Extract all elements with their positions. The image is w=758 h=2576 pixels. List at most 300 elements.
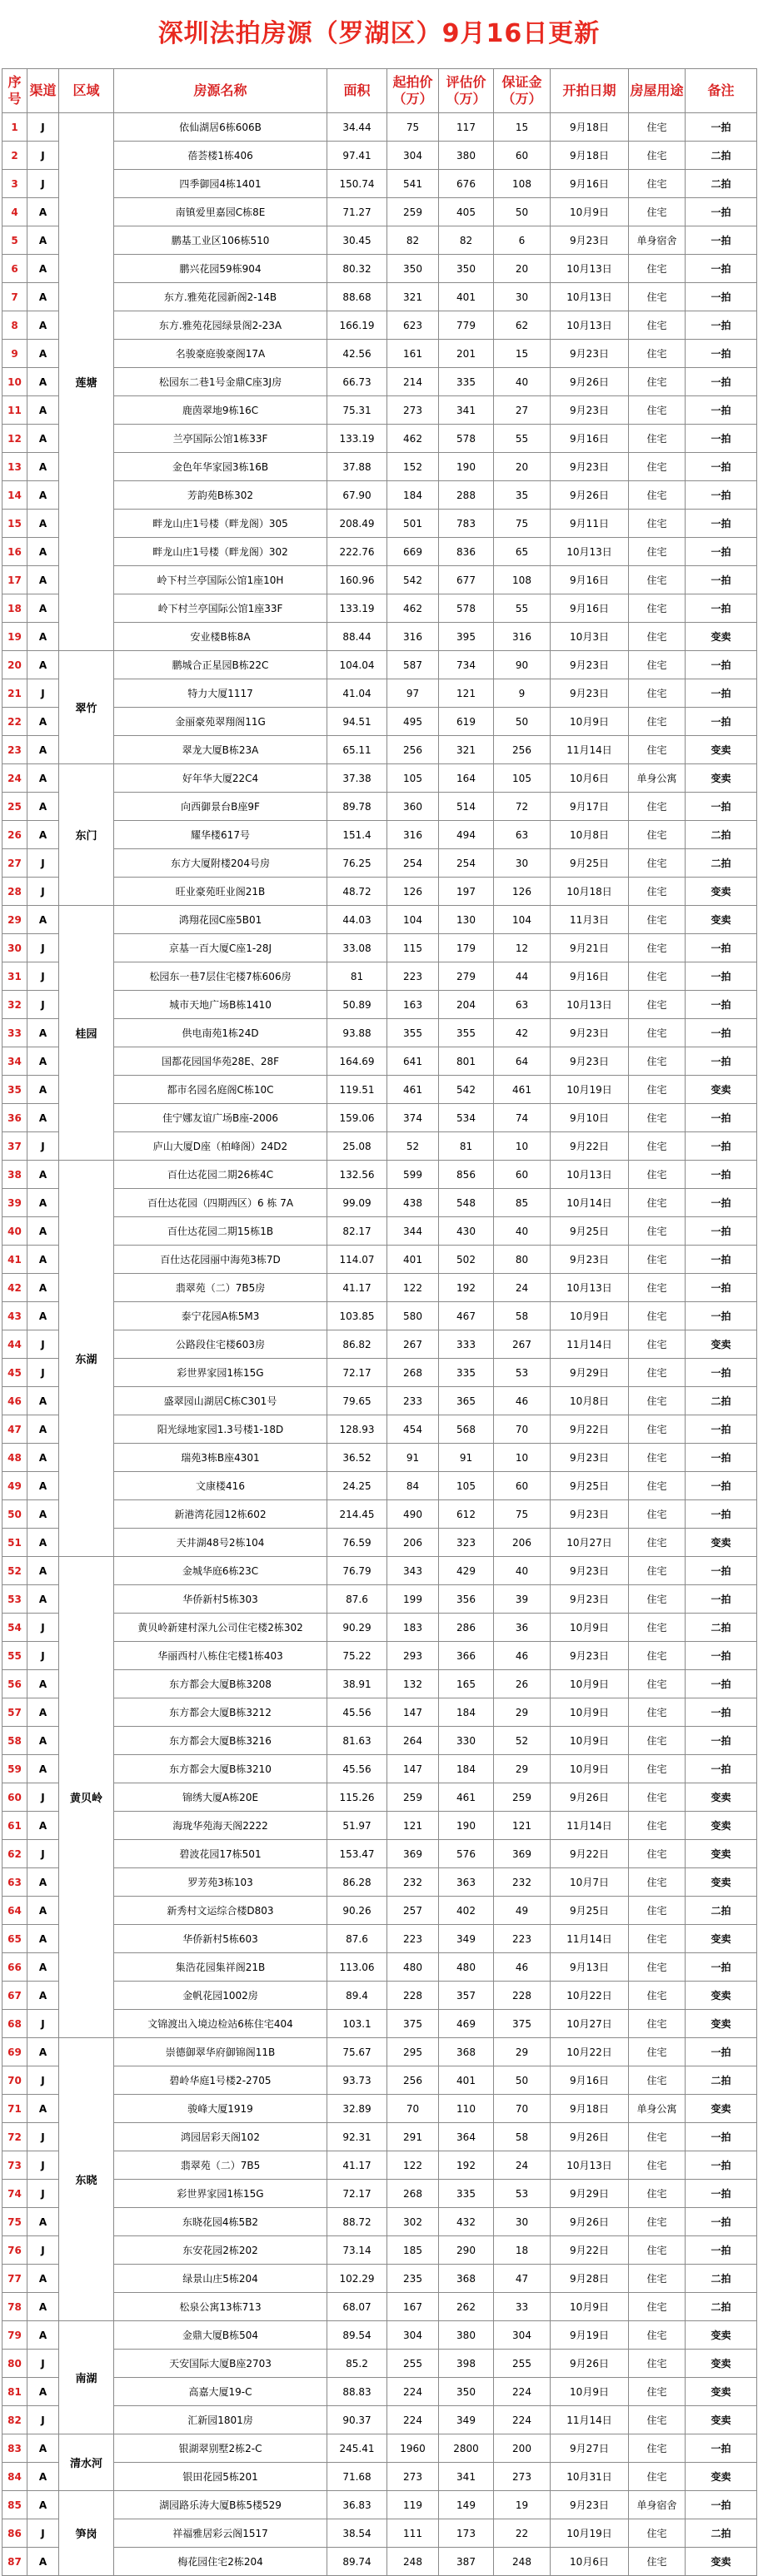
row-remark: 一拍 xyxy=(686,2038,757,2066)
row-usage: 住宅 xyxy=(629,1925,686,1953)
row-remark: 一拍 xyxy=(686,396,757,425)
row-remark: 一拍 xyxy=(686,226,757,255)
row-deposit: 53 xyxy=(494,2180,551,2208)
table-row xyxy=(2,991,757,1019)
row-floor-area: 90.26 xyxy=(327,1897,387,1925)
row-index: 72 xyxy=(2,2123,27,2151)
row-deposit: 29 xyxy=(494,1698,551,1727)
row-starting-price: 75 xyxy=(387,113,439,142)
row-auction-date: 9月23日 xyxy=(551,453,629,481)
row-channel: J xyxy=(27,1642,59,1670)
row-appraised-price: 380 xyxy=(439,2321,494,2350)
row-appraised-price: 165 xyxy=(439,1670,494,1698)
row-auction-date: 10月13日 xyxy=(551,538,629,566)
row-channel: A xyxy=(27,1897,59,1925)
table-row xyxy=(2,425,757,453)
row-appraised-price: 323 xyxy=(439,1529,494,1557)
row-starting-price: 214 xyxy=(387,368,439,396)
row-appraised-price: 548 xyxy=(439,1189,494,1217)
row-appraised-price: 333 xyxy=(439,1330,494,1359)
row-usage: 住宅 xyxy=(629,1698,686,1727)
row-appraised-price: 81 xyxy=(439,1132,494,1161)
row-property-name: 鹿茵翠地9栋16C xyxy=(114,396,327,425)
row-starting-price: 369 xyxy=(387,1840,439,1868)
row-floor-area: 88.72 xyxy=(327,2208,387,2236)
row-index: 52 xyxy=(2,1557,27,1585)
row-floor-area: 159.06 xyxy=(327,1104,387,1132)
row-property-name: 东方.雅苑花园绿景阁2-23A xyxy=(114,311,327,340)
row-remark: 变卖 xyxy=(686,2463,757,2491)
row-auction-date: 10月19日 xyxy=(551,2519,629,2548)
row-channel: A xyxy=(27,1698,59,1727)
row-deposit: 58 xyxy=(494,2123,551,2151)
row-usage: 住宅 xyxy=(629,708,686,736)
row-deposit: 20 xyxy=(494,453,551,481)
row-remark: 变卖 xyxy=(686,1783,757,1812)
table-row xyxy=(2,2180,757,2208)
row-property-name: 鸿翔花园C座5B01 xyxy=(114,906,327,934)
row-deposit: 105 xyxy=(494,764,551,793)
row-appraised-price: 534 xyxy=(439,1104,494,1132)
table-row xyxy=(2,1529,757,1557)
row-appraised-price: 368 xyxy=(439,2265,494,2293)
row-property-name: 翠龙大厦B栋23A xyxy=(114,736,327,764)
row-usage: 住宅 xyxy=(629,1274,686,1302)
row-channel: J xyxy=(27,1783,59,1812)
row-floor-area: 37.88 xyxy=(327,453,387,481)
row-appraised-price: 110 xyxy=(439,2095,494,2123)
row-channel: A xyxy=(27,2434,59,2463)
row-floor-area: 37.38 xyxy=(327,764,387,793)
row-auction-date: 9月25日 xyxy=(551,1472,629,1500)
row-usage: 住宅 xyxy=(629,2378,686,2406)
row-usage: 住宅 xyxy=(629,2519,686,2548)
row-deposit: 65 xyxy=(494,538,551,566)
row-floor-area: 164.69 xyxy=(327,1047,387,1076)
row-index: 3 xyxy=(2,170,27,198)
row-remark: 二拍 xyxy=(686,170,757,198)
row-starting-price: 454 xyxy=(387,1415,439,1444)
row-deposit: 223 xyxy=(494,1925,551,1953)
row-channel: J xyxy=(27,962,59,991)
row-index: 68 xyxy=(2,2010,27,2038)
row-index: 66 xyxy=(2,1953,27,1982)
row-channel: J xyxy=(27,878,59,906)
table-row xyxy=(2,1330,757,1359)
row-starting-price: 257 xyxy=(387,1897,439,1925)
row-appraised-price: 349 xyxy=(439,1925,494,1953)
row-index: 30 xyxy=(2,934,27,962)
table-row xyxy=(2,2293,757,2321)
row-floor-area: 67.90 xyxy=(327,481,387,510)
row-floor-area: 36.52 xyxy=(327,1444,387,1472)
row-deposit: 39 xyxy=(494,1585,551,1614)
row-floor-area: 30.45 xyxy=(327,226,387,255)
row-appraised-price: 366 xyxy=(439,1642,494,1670)
row-starting-price: 480 xyxy=(387,1953,439,1982)
area-cell: 笋岗 xyxy=(59,2491,114,2576)
table-row xyxy=(2,1840,757,1868)
row-auction-date: 10月31日 xyxy=(551,2463,629,2491)
row-starting-price: 223 xyxy=(387,962,439,991)
row-property-name: 文锦渡出入境边检站6栋住宅404 xyxy=(114,2010,327,2038)
row-appraised-price: 117 xyxy=(439,113,494,142)
row-auction-date: 10月19日 xyxy=(551,1076,629,1104)
table-row xyxy=(2,1161,757,1189)
row-deposit: 259 xyxy=(494,1783,551,1812)
row-auction-date: 9月23日 xyxy=(551,1444,629,1472)
row-deposit: 64 xyxy=(494,1047,551,1076)
page-title: 深圳法拍房源（罗湖区）9月16日更新 xyxy=(157,19,601,48)
row-index: 64 xyxy=(2,1897,27,1925)
row-property-name: 罗芳苑3栋103 xyxy=(114,1868,327,1897)
row-property-name: 鹏城合正星园B栋22C xyxy=(114,651,327,679)
row-floor-area: 208.49 xyxy=(327,510,387,538)
row-remark: 一拍 xyxy=(686,1953,757,1982)
row-index: 9 xyxy=(2,340,27,368)
row-auction-date: 10月13日 xyxy=(551,283,629,311)
row-index: 79 xyxy=(2,2321,27,2350)
row-appraised-price: 355 xyxy=(439,1019,494,1047)
row-usage: 住宅 xyxy=(629,2265,686,2293)
row-usage: 住宅 xyxy=(629,679,686,708)
row-property-name: 东方都会大厦B栋3210 xyxy=(114,1755,327,1783)
row-floor-area: 86.28 xyxy=(327,1868,387,1897)
row-usage: 住宅 xyxy=(629,2350,686,2378)
table-row xyxy=(2,226,757,255)
row-remark: 变卖 xyxy=(686,2350,757,2378)
row-starting-price: 228 xyxy=(387,1982,439,2010)
table-row xyxy=(2,2038,757,2066)
row-starting-price: 268 xyxy=(387,1359,439,1387)
header-remark: 备注 xyxy=(686,69,757,113)
row-property-name: 松泉公寓13栋713 xyxy=(114,2293,327,2321)
row-channel: A xyxy=(27,1076,59,1104)
row-floor-area: 166.19 xyxy=(327,311,387,340)
row-index: 65 xyxy=(2,1925,27,1953)
row-starting-price: 375 xyxy=(387,2010,439,2038)
row-property-name: 畔龙山庄1号楼（畔龙阁）305 xyxy=(114,510,327,538)
row-remark: 变卖 xyxy=(686,878,757,906)
row-channel: A xyxy=(27,340,59,368)
row-starting-price: 70 xyxy=(387,2095,439,2123)
row-floor-area: 88.68 xyxy=(327,283,387,311)
row-usage: 住宅 xyxy=(629,1132,686,1161)
row-floor-area: 41.04 xyxy=(327,679,387,708)
table-row xyxy=(2,1076,757,1104)
row-property-name: 锦绣大厦A栋20E xyxy=(114,1783,327,1812)
row-appraised-price: 363 xyxy=(439,1868,494,1897)
row-auction-date: 9月22日 xyxy=(551,1132,629,1161)
row-deposit: 22 xyxy=(494,2519,551,2548)
row-auction-date: 9月22日 xyxy=(551,2236,629,2265)
row-deposit: 50 xyxy=(494,708,551,736)
row-appraised-price: 461 xyxy=(439,1783,494,1812)
row-auction-date: 9月26日 xyxy=(551,2208,629,2236)
row-appraised-price: 349 xyxy=(439,2406,494,2434)
row-remark: 二拍 xyxy=(686,1897,757,1925)
row-property-name: 碧岭华庭1号楼2-2705 xyxy=(114,2066,327,2095)
table-row xyxy=(2,538,757,566)
row-channel: A xyxy=(27,1585,59,1614)
row-property-name: 瑞苑3栋B座4301 xyxy=(114,1444,327,1472)
row-usage: 住宅 xyxy=(629,1727,686,1755)
row-starting-price: 122 xyxy=(387,1274,439,1302)
row-index: 57 xyxy=(2,1698,27,1727)
row-channel: J xyxy=(27,170,59,198)
row-property-name: 特力大厦1117 xyxy=(114,679,327,708)
row-starting-price: 122 xyxy=(387,2151,439,2180)
row-remark: 变卖 xyxy=(686,1529,757,1557)
row-floor-area: 38.54 xyxy=(327,2519,387,2548)
row-index: 10 xyxy=(2,368,27,396)
row-index: 17 xyxy=(2,566,27,594)
row-usage: 住宅 xyxy=(629,594,686,623)
table-row xyxy=(2,2350,757,2378)
row-starting-price: 183 xyxy=(387,1614,439,1642)
row-auction-date: 10月6日 xyxy=(551,764,629,793)
listing-table xyxy=(2,68,757,2576)
row-channel: A xyxy=(27,226,59,255)
row-index: 31 xyxy=(2,962,27,991)
row-floor-area: 82.17 xyxy=(327,1217,387,1246)
row-appraised-price: 429 xyxy=(439,1557,494,1585)
row-usage: 住宅 xyxy=(629,1444,686,1472)
row-index: 80 xyxy=(2,2350,27,2378)
row-deposit: 26 xyxy=(494,1670,551,1698)
row-starting-price: 126 xyxy=(387,878,439,906)
row-index: 40 xyxy=(2,1217,27,1246)
row-usage: 住宅 xyxy=(629,1500,686,1529)
row-floor-area: 34.44 xyxy=(327,113,387,142)
row-deposit: 273 xyxy=(494,2463,551,2491)
row-deposit: 40 xyxy=(494,1557,551,1585)
row-auction-date: 11月14日 xyxy=(551,1330,629,1359)
row-starting-price: 259 xyxy=(387,1783,439,1812)
row-floor-area: 65.11 xyxy=(327,736,387,764)
row-appraised-price: 432 xyxy=(439,2208,494,2236)
row-deposit: 40 xyxy=(494,368,551,396)
row-floor-area: 103.1 xyxy=(327,2010,387,2038)
row-remark: 一拍 xyxy=(686,1500,757,1529)
row-property-name: 新港湾花园12栋602 xyxy=(114,1500,327,1529)
row-channel: J xyxy=(27,2151,59,2180)
row-usage: 住宅 xyxy=(629,1614,686,1642)
table-row xyxy=(2,1982,757,2010)
row-floor-area: 222.76 xyxy=(327,538,387,566)
row-appraised-price: 335 xyxy=(439,368,494,396)
row-deposit: 104 xyxy=(494,906,551,934)
row-property-name: 好年华大厦22C4 xyxy=(114,764,327,793)
table-row xyxy=(2,2321,757,2350)
row-deposit: 27 xyxy=(494,396,551,425)
row-remark: 二拍 xyxy=(686,2519,757,2548)
row-remark: 二拍 xyxy=(686,142,757,170)
row-channel: J xyxy=(27,934,59,962)
row-appraised-price: 734 xyxy=(439,651,494,679)
row-remark: 二拍 xyxy=(686,2265,757,2293)
table-row xyxy=(2,2434,757,2463)
row-remark: 一拍 xyxy=(686,255,757,283)
row-floor-area: 133.19 xyxy=(327,594,387,623)
row-property-name: 鹏基工业区106栋510 xyxy=(114,226,327,255)
row-floor-area: 160.96 xyxy=(327,566,387,594)
row-remark: 变卖 xyxy=(686,764,757,793)
row-property-name: 东方都会大厦B栋3208 xyxy=(114,1670,327,1698)
row-floor-area: 115.26 xyxy=(327,1783,387,1812)
row-auction-date: 9月26日 xyxy=(551,2350,629,2378)
row-deposit: 74 xyxy=(494,1104,551,1132)
row-index: 49 xyxy=(2,1472,27,1500)
row-usage: 住宅 xyxy=(629,878,686,906)
row-property-name: 翡翠苑（二）7B5 xyxy=(114,2151,327,2180)
row-property-name: 鸿园居彩天阁102 xyxy=(114,2123,327,2151)
row-channel: A xyxy=(27,1925,59,1953)
row-starting-price: 355 xyxy=(387,1019,439,1047)
row-auction-date: 9月11日 xyxy=(551,510,629,538)
row-remark: 一拍 xyxy=(686,2123,757,2151)
table-row xyxy=(2,906,757,934)
header-deposit: 保证金（万） xyxy=(494,69,551,113)
row-floor-area: 48.72 xyxy=(327,878,387,906)
row-auction-date: 11月14日 xyxy=(551,1812,629,1840)
header-index: 序号 xyxy=(2,69,27,113)
row-starting-price: 224 xyxy=(387,2406,439,2434)
row-usage: 单身公寓 xyxy=(629,2095,686,2123)
row-index: 74 xyxy=(2,2180,27,2208)
row-remark: 一拍 xyxy=(686,1415,757,1444)
row-deposit: 255 xyxy=(494,2350,551,2378)
row-floor-area: 94.51 xyxy=(327,708,387,736)
row-usage: 住宅 xyxy=(629,849,686,878)
row-floor-area: 41.17 xyxy=(327,2151,387,2180)
row-remark: 一拍 xyxy=(686,934,757,962)
row-floor-area: 103.85 xyxy=(327,1302,387,1330)
row-index: 4 xyxy=(2,198,27,226)
row-appraised-price: 286 xyxy=(439,1614,494,1642)
table-row xyxy=(2,368,757,396)
row-starting-price: 235 xyxy=(387,2265,439,2293)
row-channel: J xyxy=(27,113,59,142)
row-starting-price: 501 xyxy=(387,510,439,538)
row-auction-date: 10月18日 xyxy=(551,878,629,906)
row-deposit: 369 xyxy=(494,1840,551,1868)
row-deposit: 70 xyxy=(494,1415,551,1444)
row-remark: 一拍 xyxy=(686,425,757,453)
row-usage: 住宅 xyxy=(629,2151,686,2180)
area-cell: 清水河 xyxy=(59,2434,114,2491)
row-floor-area: 153.47 xyxy=(327,1840,387,1868)
row-property-name: 湖园路乐涛大厦B栋5楼529 xyxy=(114,2491,327,2519)
row-auction-date: 10月22日 xyxy=(551,1982,629,2010)
row-index: 69 xyxy=(2,2038,27,2066)
row-appraised-price: 467 xyxy=(439,1302,494,1330)
row-channel: A xyxy=(27,1557,59,1585)
row-usage: 住宅 xyxy=(629,340,686,368)
row-remark: 一拍 xyxy=(686,793,757,821)
row-starting-price: 132 xyxy=(387,1670,439,1698)
row-deposit: 60 xyxy=(494,142,551,170)
row-usage: 住宅 xyxy=(629,1019,686,1047)
row-remark: 二拍 xyxy=(686,849,757,878)
table-row xyxy=(2,2123,757,2151)
row-starting-price: 152 xyxy=(387,453,439,481)
row-property-name: 海珑华苑海天阁2222 xyxy=(114,1812,327,1840)
row-starting-price: 462 xyxy=(387,594,439,623)
row-remark: 一拍 xyxy=(686,1359,757,1387)
row-index: 18 xyxy=(2,594,27,623)
row-auction-date: 9月23日 xyxy=(551,1642,629,1670)
row-usage: 住宅 xyxy=(629,1302,686,1330)
row-auction-date: 9月23日 xyxy=(551,2491,629,2519)
area-cell: 南湖 xyxy=(59,2321,114,2434)
row-floor-area: 66.73 xyxy=(327,368,387,396)
row-floor-area: 89.74 xyxy=(327,2548,387,2576)
row-appraised-price: 192 xyxy=(439,2151,494,2180)
row-appraised-price: 480 xyxy=(439,1953,494,1982)
row-deposit: 62 xyxy=(494,311,551,340)
table-row xyxy=(2,2463,757,2491)
row-deposit: 15 xyxy=(494,340,551,368)
table-row xyxy=(2,1755,757,1783)
row-usage: 住宅 xyxy=(629,623,686,651)
row-usage: 单身宿舍 xyxy=(629,2491,686,2519)
row-appraised-price: 91 xyxy=(439,1444,494,1472)
row-starting-price: 91 xyxy=(387,1444,439,1472)
row-deposit: 46 xyxy=(494,1387,551,1415)
row-appraised-price: 801 xyxy=(439,1047,494,1076)
table-row xyxy=(2,821,757,849)
row-usage: 住宅 xyxy=(629,2293,686,2321)
row-usage: 住宅 xyxy=(629,1076,686,1104)
row-auction-date: 10月22日 xyxy=(551,2038,629,2066)
row-appraised-price: 197 xyxy=(439,878,494,906)
row-starting-price: 623 xyxy=(387,311,439,340)
table-row xyxy=(2,849,757,878)
row-index: 83 xyxy=(2,2434,27,2463)
row-deposit: 200 xyxy=(494,2434,551,2463)
row-index: 56 xyxy=(2,1670,27,1698)
row-usage: 住宅 xyxy=(629,2434,686,2463)
row-index: 12 xyxy=(2,425,27,453)
row-index: 32 xyxy=(2,991,27,1019)
row-remark: 一拍 xyxy=(686,1047,757,1076)
row-starting-price: 304 xyxy=(387,2321,439,2350)
header-usage: 房屋用途 xyxy=(629,69,686,113)
row-index: 42 xyxy=(2,1274,27,1302)
row-index: 39 xyxy=(2,1189,27,1217)
row-auction-date: 9月23日 xyxy=(551,679,629,708)
row-deposit: 52 xyxy=(494,1727,551,1755)
row-deposit: 50 xyxy=(494,2066,551,2095)
row-floor-area: 76.79 xyxy=(327,1557,387,1585)
row-property-name: 文康楼416 xyxy=(114,1472,327,1500)
row-index: 55 xyxy=(2,1642,27,1670)
row-appraised-price: 82 xyxy=(439,226,494,255)
row-index: 63 xyxy=(2,1868,27,1897)
row-floor-area: 38.91 xyxy=(327,1670,387,1698)
row-property-name: 依仙湖居6栋606B xyxy=(114,113,327,142)
row-floor-area: 90.29 xyxy=(327,1614,387,1642)
table-row xyxy=(2,962,757,991)
row-starting-price: 1960 xyxy=(387,2434,439,2463)
table-row xyxy=(2,1953,757,1982)
row-remark: 一拍 xyxy=(686,594,757,623)
row-starting-price: 374 xyxy=(387,1104,439,1132)
table-row xyxy=(2,1642,757,1670)
row-channel: A xyxy=(27,2463,59,2491)
row-channel: A xyxy=(27,1274,59,1302)
